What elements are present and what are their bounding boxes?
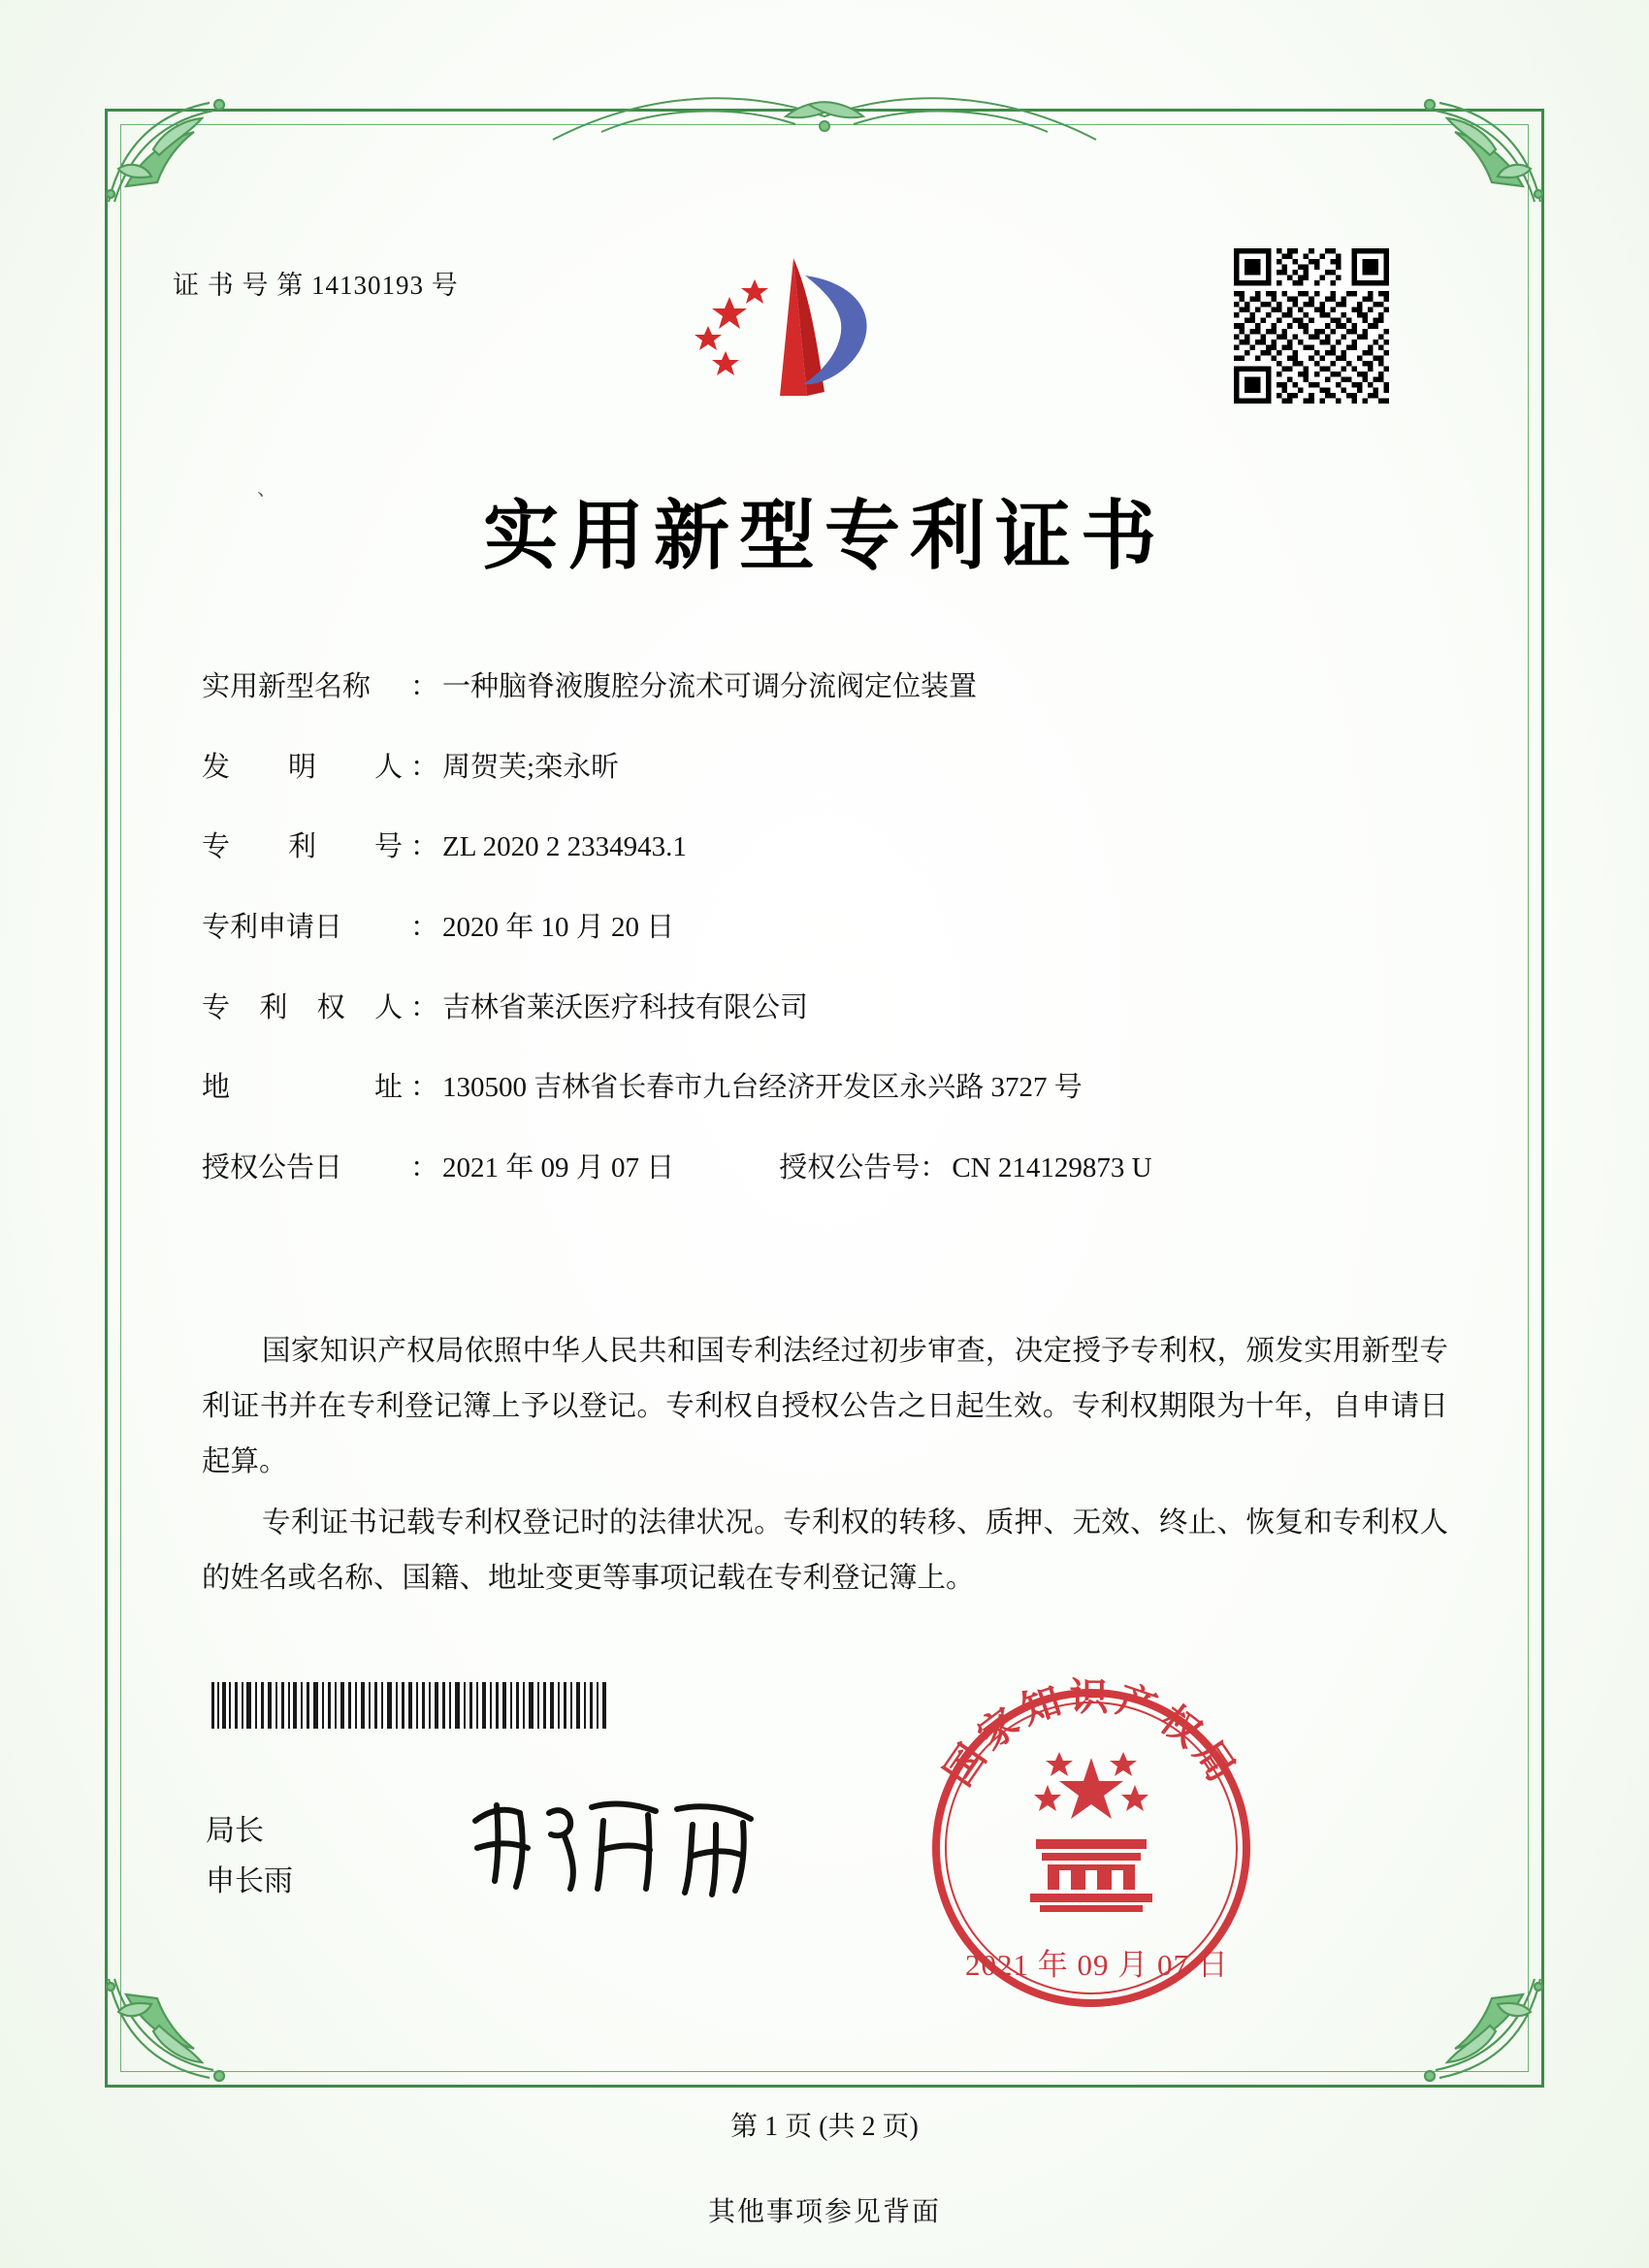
signature-title: 局长: [206, 1815, 264, 1847]
field-label: 实用新型名称: [202, 671, 372, 702]
field-value: 一种脑脊液腹腔分流术可调分流阀定位装置: [442, 671, 978, 702]
grant-date-label: 授权公告日: [202, 1152, 343, 1184]
field-label: 专利申请日: [202, 912, 343, 944]
cnipa-logo-icon: [679, 250, 892, 425]
paragraph-2: 专利证书记载专利权登记时的法律状况。专利权的转移、质押、无效、终止、恢复和专利权人的姓名或名称、国籍、地址变更等事项记载在专利登记簿上。: [202, 1507, 1448, 1594]
legal-text: [202, 1324, 1448, 1612]
field-row-grant-announcement: [202, 1150, 1443, 1187]
field-colon: ：: [410, 751, 439, 783]
field-list: [202, 669, 1443, 1231]
field-value: 周贺芙;栾永昕: [442, 751, 620, 783]
field-value: 吉林省莱沃医疗科技有限公司: [442, 991, 809, 1023]
signature-name: 申长雨: [206, 1865, 293, 1897]
barcode: [210, 1682, 609, 1729]
field-label: 发 明 人: [202, 751, 403, 783]
stray-ink-mark: 、: [257, 478, 276, 500]
field-label: 地 址: [202, 1072, 403, 1104]
field-value: 2020 年 10 月 20 日: [442, 912, 675, 944]
page-indicator: 第 1 页 (共 2 页): [730, 2112, 919, 2142]
field-value: ZL 2020 2 2334943.1: [442, 831, 687, 863]
page-title: 实用新型专利证书: [482, 492, 1166, 580]
grant-number-label: 授权公告号: [779, 1152, 921, 1184]
handwritten-signature: [456, 1780, 776, 1906]
grant-number-value: CN 214129873 U: [952, 1152, 1152, 1184]
field-colon: ：: [410, 1072, 439, 1104]
field-row-address: [202, 1070, 1443, 1107]
grant-date-colon: ：: [410, 1152, 439, 1184]
top-vine-ornament: [543, 83, 1106, 151]
certificate-number: 证 书 号 第 14130193 号: [173, 271, 459, 300]
field-label: 专 利 号: [202, 831, 403, 863]
paragraph-1: 国家知识产权局依照中华人民共和国专利法经过初步审查，决定授予专利权，颁发实用新型专利证书并在专利登记簿上予以登记。专利权自授权公告之日起生效。专利权期限为十年，自申请日起算。: [202, 1336, 1448, 1477]
qr-code-icon: [1234, 248, 1389, 404]
field-value: 130500 吉林省长春市九台经济开发区永兴路 3727 号: [442, 1072, 1083, 1104]
field-row-patent-number: [202, 829, 1443, 866]
svg-text:国家知识产权局: 国家知识产权局: [935, 1673, 1248, 1796]
grant-number-colon: ：: [920, 1152, 949, 1184]
field-colon: ：: [410, 671, 439, 702]
field-row-utility-model-name: [202, 669, 1443, 706]
field-row-application-date: [202, 910, 1443, 947]
field-colon: ：: [410, 912, 439, 944]
back-side-note: 其他事项参见背面: [707, 2197, 941, 2227]
signature-block: [206, 1806, 293, 1907]
field-row-patentee: [202, 990, 1443, 1027]
field-colon: ：: [410, 831, 439, 863]
field-row-inventor: [202, 750, 1443, 787]
field-colon: ：: [410, 991, 439, 1023]
grant-date-value: 2021 年 09 月 07 日: [442, 1152, 675, 1184]
seal-date: 2021 年 09 月 07 日: [965, 1948, 1229, 1982]
field-label: 专 利 权 人: [202, 991, 403, 1023]
